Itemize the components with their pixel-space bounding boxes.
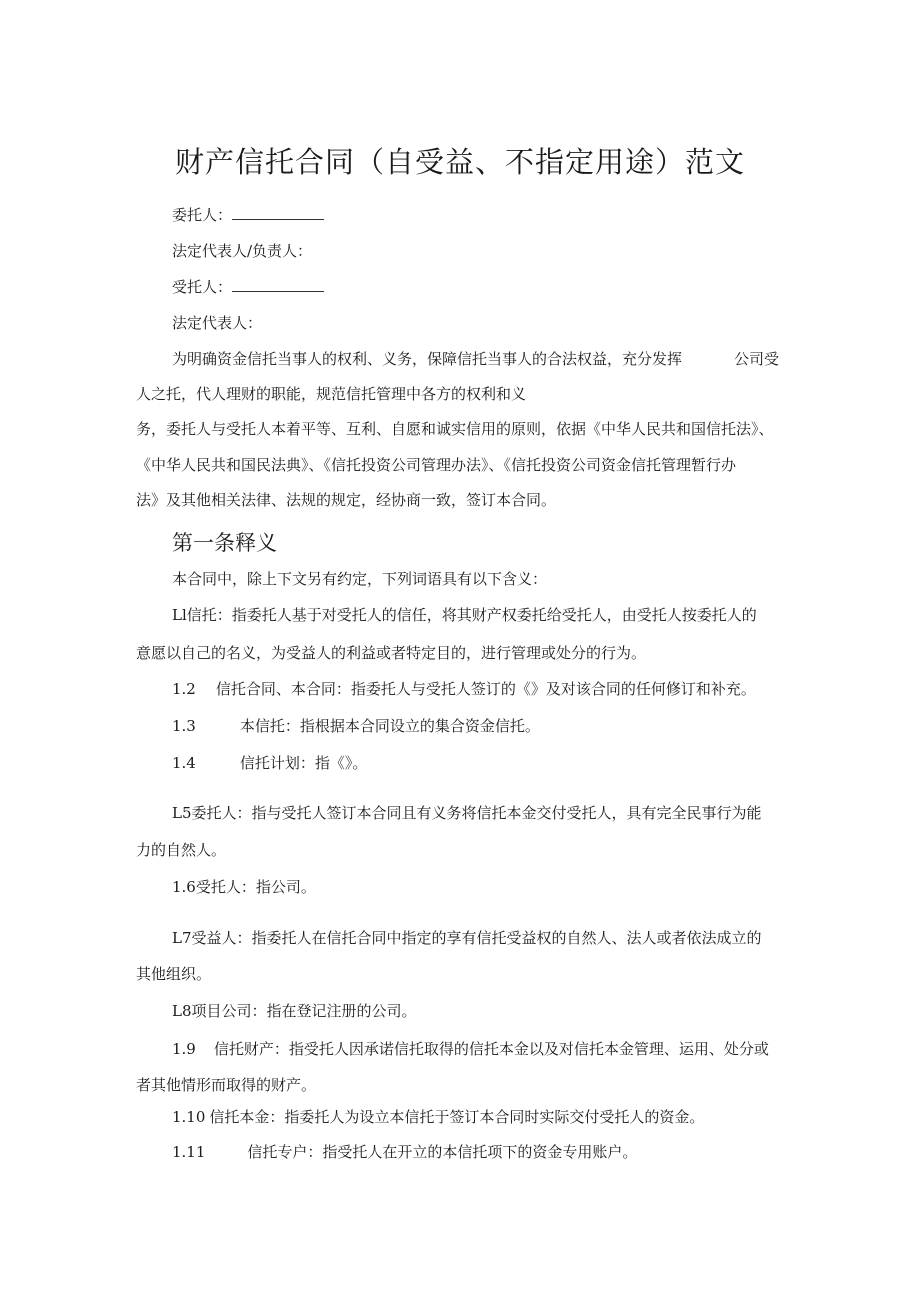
document-title: 财产信托合同（自受益、不指定用途）范文 xyxy=(174,145,745,179)
item-number: 1.9 xyxy=(172,1040,196,1058)
definition-item xyxy=(172,1107,704,1127)
item-number: 1.10 xyxy=(172,1108,206,1126)
item-text: 委托人：指与受托人签订本合同且有义务将信托本金交付受托人，具有完全民事行为能 xyxy=(191,804,762,822)
definition-item-cont: 其他组织。 xyxy=(136,965,212,983)
item-number: 1.11 xyxy=(172,1143,206,1161)
preamble-line-2: 人之托，代人理财的职能，规范信托管理中各方的权利和义 xyxy=(136,385,527,403)
item-text: 受托人：指公司。 xyxy=(195,878,316,896)
preamble-line-1 xyxy=(172,349,779,369)
trustor-label: 委托人： xyxy=(172,206,233,224)
trustee-legal-rep: 法定代表人： xyxy=(172,314,263,332)
definition-item xyxy=(172,679,756,699)
trustor-legal-rep: 法定代表人/负责人： xyxy=(172,242,313,260)
item-text: 信托：指委托人基于对受托人的信任，将其财产权委托给受托人，由受托人按委托人的 xyxy=(186,606,757,624)
item-text: 信托计划：指《》。 xyxy=(239,754,368,772)
definition-item xyxy=(172,877,316,897)
article-1-heading: 第一条释义 xyxy=(172,531,277,555)
definition-item xyxy=(172,1142,637,1162)
preamble-line-1a: 为明确资金信托当事人的权利、义务，保障信托当事人的合法权益，充分发挥 xyxy=(172,350,683,368)
definition-item xyxy=(172,928,762,948)
trustee-line xyxy=(172,277,324,297)
item-text: 受益人：指委托人在信托合同中指定的享有信托受益权的自然人、法人或者依法成立的 xyxy=(191,929,762,947)
trustee-label: 受托人： xyxy=(172,278,233,296)
item-text: 信托财产：指受托人因承诺信托取得的信托本金以及对信托本金管理、运用、处分或 xyxy=(213,1040,769,1058)
preamble-line-4: 《中华人民共和国民法典》、《信托投资公司管理办法》、《信托投资公司资金信托管理暂行办 xyxy=(136,456,737,474)
definition-item xyxy=(172,716,540,736)
preamble-line-1b: 公司受 xyxy=(734,350,780,368)
definition-item xyxy=(172,1039,769,1059)
item-number: Ll xyxy=(172,606,187,624)
item-number: L7 xyxy=(172,929,192,947)
item-text: 信托合同、本合同：指委托人与受托人签订的《》及对该合同的任何修订和补充。 xyxy=(215,680,756,698)
article-1-intro: 本合同中，除上下文另有约定，下列词语具有以下含义： xyxy=(172,570,548,588)
definition-item-cont: 意愿以自己的名义，为受益人的利益或者特定目的，进行管理或处分的行为。 xyxy=(136,644,647,662)
item-number: 1.3 xyxy=(172,717,196,735)
definition-item xyxy=(172,803,762,823)
item-number: L5 xyxy=(172,804,192,822)
item-text: 项目公司：指在登记注册的公司。 xyxy=(191,1002,417,1020)
item-text: 信托本金：指委托人为设立本信托于签订本合同时实际交付受托人的资金。 xyxy=(209,1108,705,1126)
definition-item-cont: 力的自然人。 xyxy=(136,841,227,859)
trustor-blank xyxy=(232,205,324,220)
item-text: 本信托：指根据本合同设立的集合资金信托。 xyxy=(239,717,540,735)
item-number: 1.2 xyxy=(172,680,196,698)
definition-item-cont: 者其他情形而取得的财产。 xyxy=(136,1076,317,1094)
item-text: 信托专户：指受托人在开立的本信托项下的资金专用账户。 xyxy=(247,1143,638,1161)
definition-item xyxy=(172,753,367,773)
definition-item xyxy=(172,605,757,625)
definition-item xyxy=(172,1001,417,1021)
preamble-line-5: 法》及其他相关法律、法规的规定，经协商一致，签订本合同。 xyxy=(136,491,557,509)
item-number: L8 xyxy=(172,1002,192,1020)
trustee-blank xyxy=(232,277,324,292)
item-number: 1.4 xyxy=(172,754,196,772)
preamble-line-3: 务，委托人与受托人本着平等、互利、自愿和诚实信用的原则，依据《中华人民共和国信托法》、 xyxy=(136,420,774,438)
trustor-line xyxy=(172,205,324,225)
item-number: 1.6 xyxy=(172,878,196,896)
